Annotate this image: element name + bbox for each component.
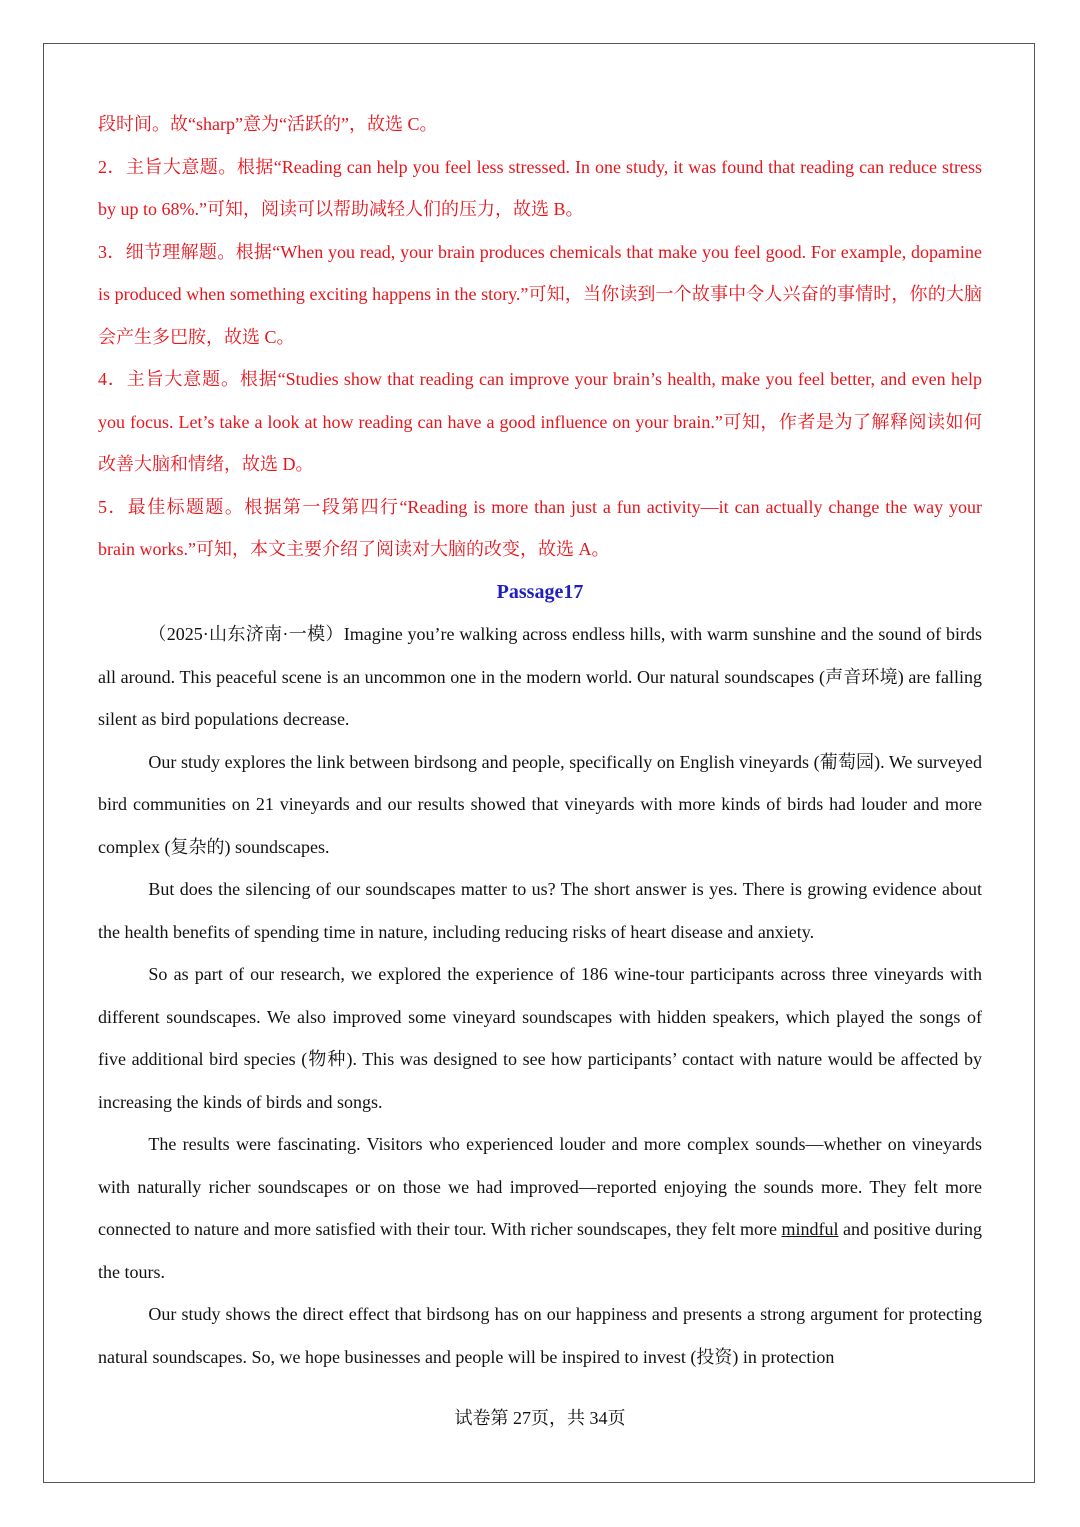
paragraph-5-text-before: The results were fascinating. Visitors who experienced louder and more complex sounds—whether on vineyards with naturally richer soundscapes or on those we had improved—reported enjoying the sounds more. They felt more connected to nature and more satisfied with their tour. With richer soundscapes, they felt more bbox=[98, 1134, 982, 1239]
answer-explanation-5: 5．最佳标题题。根据第一段第四行“Reading is more than just a fun activity—it can actually change the way your brain works.”可知，本文主要介绍了阅读对大脑的改变，故选 A。 bbox=[98, 496, 982, 559]
answer-explanation-4: 4．主旨大意题。根据“Studies show that reading can improve your brain’s health, make you feel better, and even help you focus. Let’s take a look at how reading can have a good influence on your brain.”可知，作者是为了解释阅读如何改善大脑和情绪，故选 D。 bbox=[98, 369, 982, 474]
answer-explanation-1-cont: 段时间。故“sharp”意为“活跃的”，故选 C。 bbox=[98, 114, 438, 134]
passage-paragraph-4: So as part of our research, we explored the experience of 186 wine-tour participants across three vineyards with different soundscapes. We also improved some vineyard soundscapes with hidden speakers, which played the songs of five additional bird species (物种). This was designed to see how participants’ contact with nature would be affected by increasing the kinds of birds and songs. bbox=[98, 964, 982, 1112]
page-content bbox=[98, 103, 982, 1378]
passage-paragraph-6: Our study shows the direct effect that birdsong has on our happiness and presents a strong argument for protecting natural soundscapes. So, we hope businesses and people will be inspired to invest (投资) in protection bbox=[98, 1304, 982, 1367]
passage-paragraph-1: （2025·山东济南·一模）Imagine you’re walking across endless hills, with warm sunshine and the sound of birds all around. This peaceful scene is an uncommon one in the modern world. Our natural soundscapes (声音环境) are falling silent as bird populations decrease. bbox=[98, 624, 982, 729]
passage-paragraph-3: But does the silencing of our soundscapes matter to us? The short answer is yes. There is growing evidence about the health benefits of spending time in nature, including reducing risks of heart disease and anxiety. bbox=[98, 879, 982, 942]
passage-title: Passage17 bbox=[496, 580, 584, 603]
paragraph-5-text-after: and positive during the tours. bbox=[98, 1219, 982, 1282]
page-footer: 试卷第 27页，共 34页 bbox=[454, 1408, 626, 1428]
underlined-word-mindful: mindful bbox=[781, 1219, 839, 1239]
passage-paragraph-5 bbox=[98, 1123, 982, 1293]
passage-paragraph-2: Our study explores the link between birdsong and people, specifically on English vineyards (葡萄园). We surveyed bird communities on 21 vineyards and our results showed that vineyards with more kinds of birds had louder and more complex (复杂的) soundscapes. bbox=[98, 751, 982, 857]
answer-explanation-3: 3．细节理解题。根据“When you read, your brain produces chemicals that make you feel good. For example, dopamine is produced when something exciting happens in the story.”可知，当你读到一个故事中令人兴奋的事情时，你的大脑会产生多巴胺，故选 C。 bbox=[98, 241, 982, 347]
answer-explanation-2: 2．主旨大意题。根据“Reading can help you feel less stressed. In one study, it was found that reading can reduce stress by up to 68%.”可知，阅读可以帮助减轻人们的压力，故选 B。 bbox=[98, 156, 982, 219]
